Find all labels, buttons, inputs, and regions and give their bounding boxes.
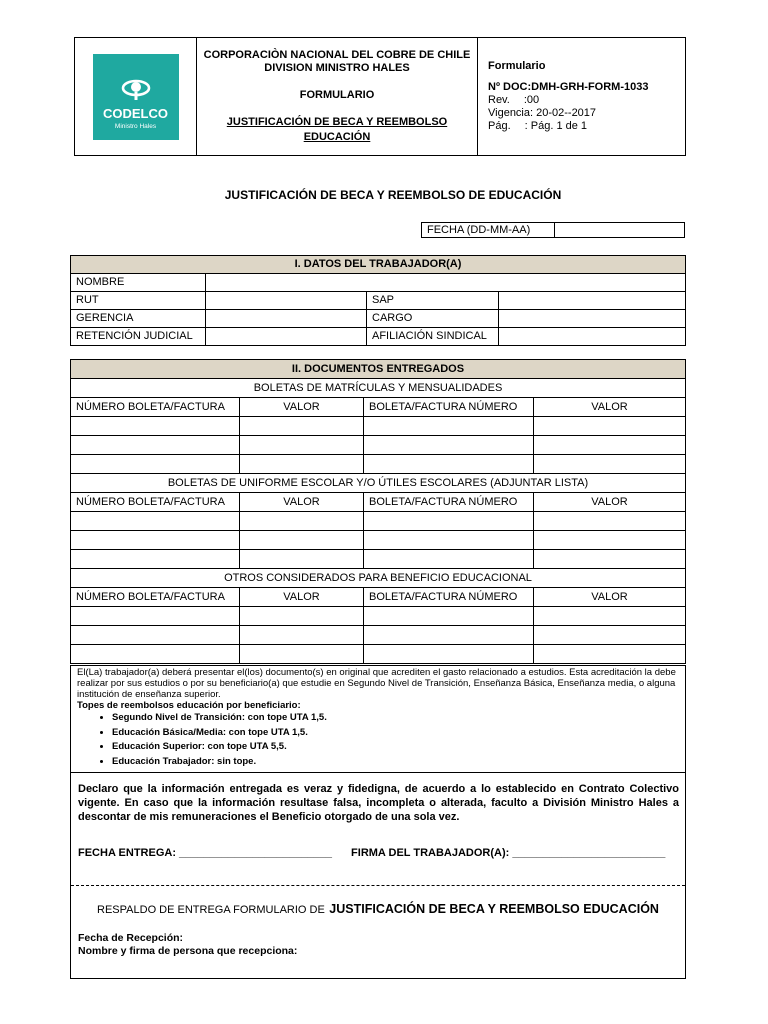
entry-cell[interactable] (71, 436, 240, 455)
respaldo-title: JUSTIFICACIÓN DE BECA Y REEMBOLSO EDUCACIÓN (329, 902, 659, 916)
entry-cell[interactable] (534, 550, 686, 569)
tope-item: • Educación Trabajador: sin tope. (112, 755, 679, 770)
col-valor: VALOR (240, 493, 364, 512)
topes-title: Topes de reembolsos educación por beneficiario: (77, 700, 301, 711)
entry-cell[interactable] (240, 550, 364, 569)
col-numero-boleta: NÚMERO BOLETA/FACTURA (71, 588, 240, 607)
entry-cell[interactable] (240, 512, 364, 531)
col-numero-boleta: NÚMERO BOLETA/FACTURA (71, 398, 240, 417)
notes-intro: El(La) trabajador(a) deberá presentar el(los) documento(s) en original que acrediten el gasto relacionado a estudios. Esta acreditación la debe realizar por sus estudios o por su beneficiario(a) que estudie en Segundo Nivel de Transición, Enseñanza Básica, Enseñanza media, o alguna institución de enseñanza superior. (77, 667, 676, 700)
entry-cell[interactable] (534, 531, 686, 550)
col-valor: VALOR (240, 398, 364, 417)
firma-trabajador-field[interactable]: FIRMA DEL TRABAJADOR(A): _________________________ (351, 847, 666, 859)
col-valor: VALOR (240, 588, 364, 607)
entry-cell[interactable] (534, 455, 686, 474)
section1-title: I. DATOS DEL TRABAJADOR(A) (71, 256, 686, 274)
entry-cell[interactable] (364, 626, 534, 645)
entry-cell[interactable] (71, 626, 240, 645)
col-numero-boleta: NÚMERO BOLETA/FACTURA (71, 493, 240, 512)
fecha-recepcion-field[interactable]: Fecha de Recepción: (78, 932, 184, 944)
nombre-field[interactable] (206, 274, 686, 292)
subject-line1: JUSTIFICACIÓN DE BECA Y REEMBOLSO (226, 116, 448, 128)
entry-cell[interactable] (364, 607, 534, 626)
declaration-section (71, 772, 685, 885)
cargo-field[interactable] (499, 310, 686, 328)
codelco-logo (93, 54, 179, 140)
entry-cell[interactable] (364, 417, 534, 436)
retencion-label: RETENCIÓN JUDICIAL (71, 328, 206, 346)
entry-cell[interactable] (71, 512, 240, 531)
nombre-label: NOMBRE (71, 274, 206, 292)
pag-label: Pág. (488, 120, 511, 132)
entry-cell[interactable] (240, 455, 364, 474)
afiliacion-label: AFILIACIÓN SINDICAL (367, 328, 499, 346)
entry-cell[interactable] (71, 550, 240, 569)
entry-cell[interactable] (240, 531, 364, 550)
gerencia-label: GERENCIA (71, 310, 206, 328)
fecha-input[interactable] (555, 223, 685, 238)
fecha-entrega-field[interactable]: FECHA ENTREGA: _________________________ (78, 847, 332, 859)
entry-cell[interactable] (71, 455, 240, 474)
entry-cell[interactable] (71, 417, 240, 436)
entry-cell[interactable] (71, 645, 240, 664)
group-title-otros: OTROS CONSIDERADOS PARA BENEFICIO EDUCACIONAL (71, 569, 686, 588)
entry-cell[interactable] (71, 531, 240, 550)
entry-cell[interactable] (364, 645, 534, 664)
fecha-table (421, 222, 685, 238)
pag-value: : Pág. 1 de 1 (524, 120, 588, 132)
entry-cell[interactable] (534, 436, 686, 455)
logo-text: CODELCO (103, 105, 168, 121)
entry-cell[interactable] (534, 512, 686, 531)
subject-line2: EDUCACIÓN (303, 131, 371, 143)
entry-cell[interactable] (240, 626, 364, 645)
col-boleta-numero: BOLETA/FACTURA NÚMERO (364, 493, 534, 512)
entry-cell[interactable] (240, 645, 364, 664)
cargo-label: CARGO (367, 310, 499, 328)
declaration-text: Declaro que la información entregada es veraz y fidedigna, de acuerdo a lo establecido en Contrato Colectivo vigente. En caso que la información resultase falsa, incompleta o alterada, faculto a División Ministro Hales a descontar de mis remuneraciones el Beneficio otorgado de una sola vez. (78, 783, 679, 823)
entry-cell[interactable] (364, 531, 534, 550)
topes-list (77, 711, 679, 769)
nombre-firma-field[interactable]: Nombre y firma de persona que recepciona: (78, 945, 298, 957)
gerencia-field[interactable] (206, 310, 367, 328)
entry-cell[interactable] (364, 512, 534, 531)
entry-cell[interactable] (534, 607, 686, 626)
group-title-matriculas: BOLETAS DE MATRÍCULAS Y MENSUALIDADES (71, 379, 686, 398)
col-valor: VALOR (534, 493, 686, 512)
org-line2: DIVISION MINISTRO HALES (264, 62, 410, 74)
datos-trabajador-table (70, 255, 686, 346)
vigencia: Vigencia: 20-02--2017 (488, 107, 597, 119)
entry-cell[interactable] (240, 417, 364, 436)
entry-cell[interactable] (364, 436, 534, 455)
entry-cell[interactable] (534, 417, 686, 436)
form-title: JUSTIFICACIÓN DE BECA Y REEMBOLSO DE EDUCACIÓN (224, 188, 562, 202)
sap-field[interactable] (499, 292, 686, 310)
col-valor: VALOR (534, 398, 686, 417)
col-boleta-numero: BOLETA/FACTURA NÚMERO (364, 588, 534, 607)
logo-subtext: Ministro Hales (114, 122, 157, 130)
col-boleta-numero: BOLETA/FACTURA NÚMERO (364, 398, 534, 417)
col-valor: VALOR (534, 588, 686, 607)
entry-cell[interactable] (71, 607, 240, 626)
document-header (74, 37, 686, 156)
group-title-uniforme: BOLETAS DE UNIFORME ESCOLAR Y/O ÚTILES ESCOLARES (ADJUNTAR LISTA) (71, 474, 686, 493)
header-center (197, 38, 478, 156)
rut-field[interactable] (206, 292, 367, 310)
entry-cell[interactable] (364, 550, 534, 569)
respaldo-section (71, 885, 685, 958)
fecha-label: FECHA (DD-MM-AA) (422, 223, 555, 238)
header-doc-info (478, 38, 686, 156)
respaldo-prefix: RESPALDO DE ENTREGA FORMULARIO DE (97, 904, 325, 916)
notes-box (70, 665, 686, 979)
doc-type: Formulario (488, 60, 546, 72)
notes-section (71, 666, 685, 769)
logo-cell (75, 38, 197, 156)
org-line1: CORPORACIÒN NACIONAL DEL COBRE DE CHILE (203, 49, 471, 61)
rev-label: Rev. (488, 94, 510, 106)
documentos-table (70, 359, 686, 664)
formulario-label: FORMULARIO (299, 89, 375, 101)
afiliacion-field[interactable] (499, 328, 686, 346)
retencion-field[interactable] (206, 328, 367, 346)
rut-label: RUT (71, 292, 206, 310)
tope-item: • Educación Básica/Media: con tope UTA 1,5. (112, 726, 679, 741)
doc-number: Nº DOC:DMH-GRH-FORM-1033 (488, 81, 649, 93)
entry-cell[interactable] (364, 455, 534, 474)
entry-cell[interactable] (240, 436, 364, 455)
entry-cell[interactable] (240, 607, 364, 626)
tope-item: • Segundo Nivel de Transición: con tope UTA 1,5. (112, 711, 679, 726)
codelco-emblem-icon (121, 78, 151, 102)
rev-value: :00 (523, 94, 540, 106)
sap-label: SAP (367, 292, 499, 310)
entry-cell[interactable] (534, 626, 686, 645)
section2-title: II. DOCUMENTOS ENTREGADOS (71, 360, 686, 379)
entry-cell[interactable] (534, 645, 686, 664)
tope-item: • Educación Superior: con tope UTA 5,5. (112, 740, 679, 755)
